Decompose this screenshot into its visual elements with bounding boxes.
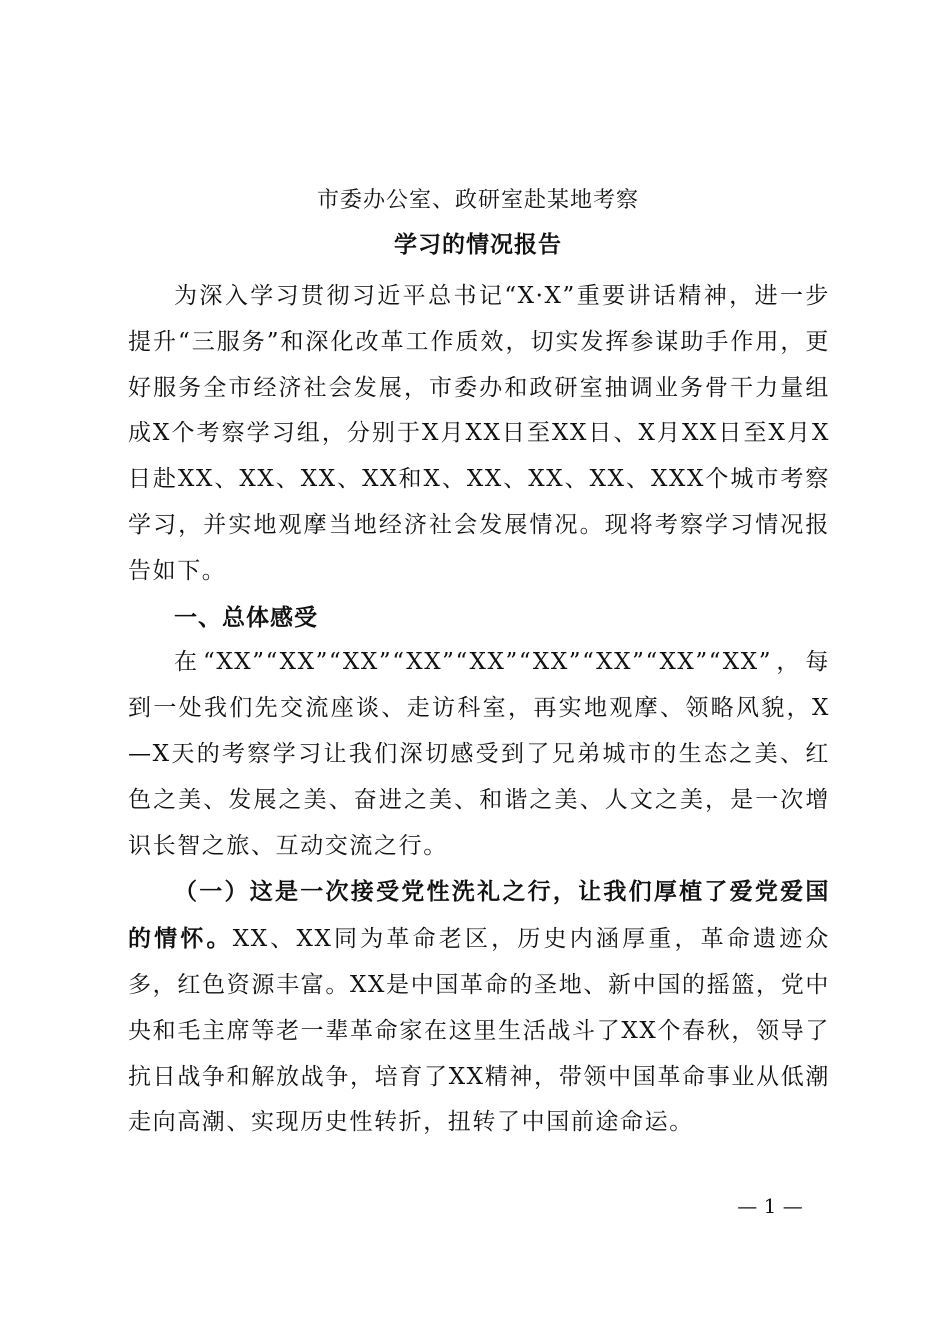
section-paragraph-overall-impression: 在“XX”“XX”“XX”“XX”“XX”“XX”“XX”“XX”“XX”，每到一处我们先交流座谈、走访科室，再实地观摩、领略风貌，X—X天的考察学习让我们深切感受到了兄弟城市的生态之美、红色之美、发展之美、奋进之美、和谐之美、人文之美，是一次增识长智之旅、互动交流之行。 [128,649,830,859]
subsection-paragraph-party-spirit [128,869,830,1146]
section-heading-overall-impression: 一、总体感受 [174,603,318,631]
subsection-heading-party-spirit: （一）这是一次接受党性洗礼之行，让我们厚植了爱党爱国的情怀。 [128,878,830,953]
page-number: — 1 — [737,1194,803,1218]
document-title-line-2: 学习的情况报告 [394,231,562,258]
document-title-line-1: 市委办公室、政研室赴某地考察 [316,188,639,213]
intro-paragraph: 为深入学习贯彻习近平总书记“X·X”重要讲话精神，进一步提升“三服务”和深化改革工作质效，切实发挥参谋助手作用，更好服务全市经济社会发展，市委办和政研室抽调业务骨干力量组成X个考察学习组，分别于X月XX日至XX日、X月XX日至X月X日赴XX、XX、XX、XX和X、XX、XX、XX、XXX个城市考察学习，并实地观摩当地经济社会发展情况。现将考察学习情况报告如下。 [128,283,830,584]
document-body [128,274,830,1146]
subsection-text-party-spirit: XX、XX同为革命老区，历史内涵厚重，革命遗迹众多，红色资源丰富。XX是中国革命的圣地、新中国的摇篮，党中央和毛主席等老一辈革命家在这里生活战斗了XX个春秋，领导了抗日战争和解放战争，培育了XX精神，带领中国革命事业从低潮走向高潮、实现历史性转折，扭转了中国前途命运。 [128,926,830,1136]
